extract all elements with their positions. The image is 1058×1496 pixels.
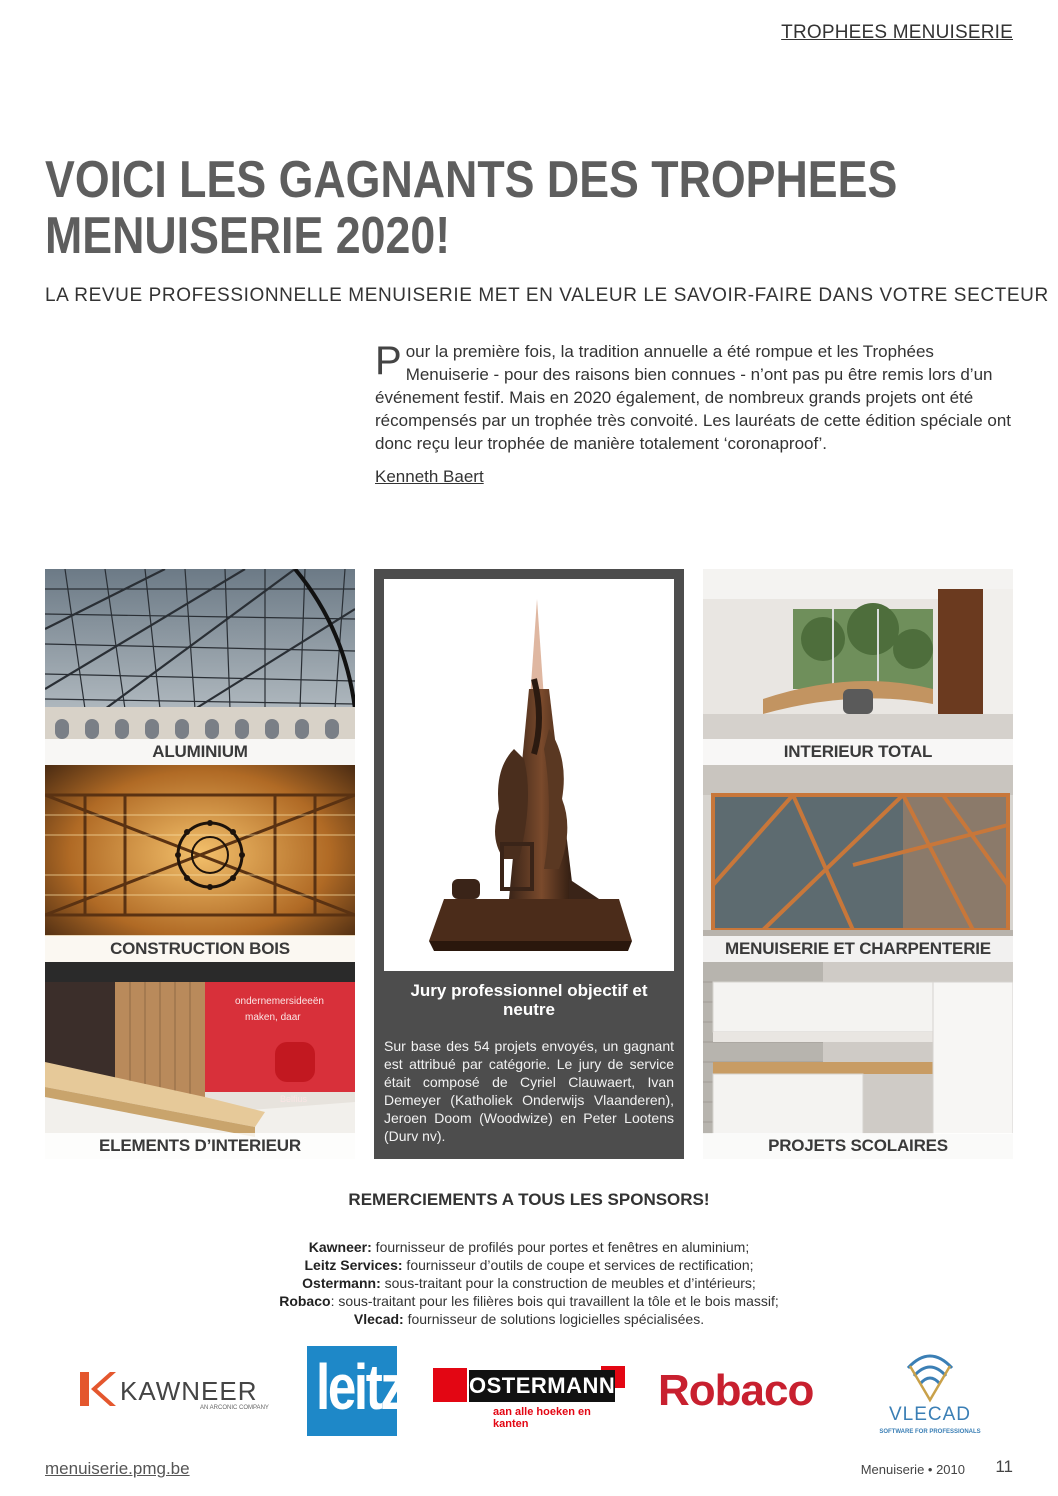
construction-bois-photo bbox=[45, 765, 355, 962]
sponsor-line-vlecad: Vlecad: fournisseur de solutions logicielles spécialisées. bbox=[353, 1311, 705, 1327]
elements-interieur-photo bbox=[45, 962, 355, 1159]
drop-cap: P bbox=[375, 339, 402, 383]
page-number: 11 bbox=[995, 1457, 1013, 1476]
svg-text:ondernemersideeën: ondernemersideeën bbox=[235, 996, 324, 1007]
kawneer-wordmark: KAWNEER bbox=[120, 1376, 258, 1406]
vlecad-wordmark: VLECAD bbox=[888, 1404, 972, 1425]
vlecad-subline: SOFTWARE FOR PROFESSIONALS bbox=[879, 1429, 981, 1435]
page-title bbox=[45, 151, 898, 265]
footer-url[interactable]: menuiserie.pmg.be bbox=[45, 1459, 190, 1478]
tile-interieur-total bbox=[703, 569, 1013, 765]
menuiserie-charpenterie-photo bbox=[703, 765, 1013, 962]
tile-aluminium bbox=[45, 569, 355, 765]
footer-magazine: Menuiserie • 2010 bbox=[860, 1462, 965, 1477]
leitz-logo bbox=[307, 1346, 404, 1436]
ostermann-wordmark: OSTERMANN bbox=[469, 1370, 615, 1402]
sponsors-heading: REMERCIEMENTS A TOUS LES SPONSORS! bbox=[348, 1190, 710, 1209]
intro-paragraph bbox=[375, 340, 1013, 455]
jury-title: Jury professionnel objectif et neutre bbox=[410, 981, 648, 1019]
aluminium-photo bbox=[45, 569, 355, 765]
category-label: CONSTRUCTION BOIS bbox=[45, 936, 355, 962]
sponsor-line-leitz: Leitz Services: fournisseur d’outils de coupe et services de rectification; bbox=[304, 1257, 754, 1273]
author-link[interactable]: Kenneth Baert bbox=[375, 467, 484, 486]
title-line-2: MENUISERIE 2020! bbox=[45, 207, 451, 265]
kawneer-logo bbox=[80, 1372, 280, 1412]
vlecad-emblem-icon bbox=[880, 1344, 980, 1404]
tile-elements-interieur bbox=[45, 962, 355, 1159]
jury-text: Sur base des 54 projets envoyés, un gagnant est attribué par catégorie. Le jury de service était composé de Cyriel Clauwaert, Ivan Demeyer (Katholiek Onderwijs Vlaanderen), Jeroen Doom (Woodwize) en Peter Lootens (Durv nv). bbox=[384, 1038, 674, 1144]
kawneer-k-icon bbox=[80, 1372, 116, 1406]
intro-body: our la première fois, la tradition annuelle a été rompue et les Trophées Menuiserie - pour des raisons bien connues - n’ont pas pu être remis lors d’un événement festif. Mais en 2020 également, de nombreux grands projets ont été récompensés par un trophée très convoité. Les lauréats de cette édition spéciale ont donc reçu leur trophée de manière totalement ‘coronaproof’. bbox=[375, 342, 1011, 453]
category-label: INTERIEUR TOTAL bbox=[703, 739, 1013, 765]
vlecad-logo bbox=[880, 1344, 980, 1444]
ostermann-logo bbox=[433, 1366, 625, 1430]
sponsor-line-robaco: Robaco: sous-traitant pour les filières bois qui travaillent la tôle et le bois massif; bbox=[279, 1293, 779, 1309]
tile-projets-scolaires bbox=[703, 962, 1013, 1159]
ostermann-tagline: aan alle hoeken en kanten bbox=[493, 1406, 591, 1430]
projets-scolaires-photo bbox=[703, 962, 1013, 1159]
trophy-photo bbox=[384, 579, 674, 971]
svg-text:Belfius: Belfius bbox=[280, 1094, 308, 1104]
section-tag[interactable]: TROPHEES MENUISERIE bbox=[781, 22, 1013, 43]
leitz-wordmark: leitz bbox=[316, 1351, 404, 1423]
sponsor-line-kawneer: Kawneer: fournisseur de profilés pour portes et fenêtres en aluminium; bbox=[308, 1239, 750, 1255]
interieur-total-photo bbox=[703, 569, 1013, 765]
sponsor-line-ostermann: Ostermann: sous-traitant pour la construction de meubles et d’intérieurs; bbox=[302, 1275, 756, 1291]
svg-text:maken, daar: maken, daar bbox=[245, 1012, 301, 1023]
tile-construction-bois bbox=[45, 765, 355, 962]
category-label: ALUMINIUM bbox=[45, 739, 355, 765]
category-label: PROJETS SCOLAIRES bbox=[703, 1133, 1013, 1159]
tile-menuiserie-charpenterie bbox=[703, 765, 1013, 962]
sponsors-list bbox=[0, 1238, 1058, 1328]
trophy-image-box bbox=[384, 579, 674, 971]
category-label: ELEMENTS D’INTERIEUR bbox=[45, 1133, 355, 1159]
kawneer-subline: AN ARCONIC COMPANY bbox=[200, 1405, 269, 1411]
robaco-logo: Robaco bbox=[658, 1366, 814, 1415]
title-line-1: VOICI LES GAGNANTS DES TROPHEES bbox=[45, 151, 898, 209]
category-label: MENUISERIE ET CHARPENTERIE bbox=[703, 936, 1013, 962]
subtitle: LA REVUE PROFESSIONNELLE MENUISERIE MET EN VALEUR LE SAVOIR-FAIRE DANS VOTRE SECTEUR bbox=[45, 285, 1049, 306]
ostermann-square-icon bbox=[433, 1368, 467, 1402]
jury-panel bbox=[374, 569, 684, 1159]
